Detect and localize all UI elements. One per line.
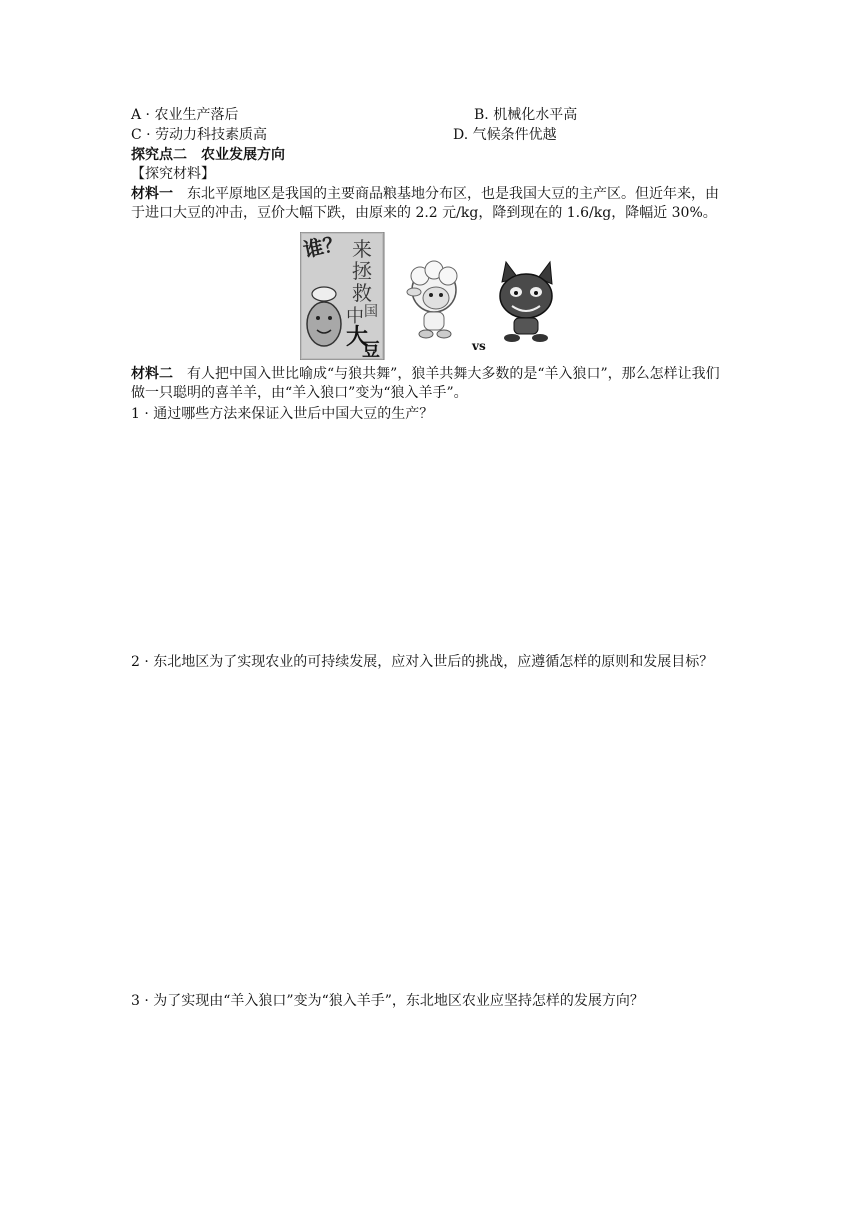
figure-svg: [300, 232, 560, 360]
poster-char-1: 来: [352, 237, 372, 261]
option-c: C · 劳动力科技素质高: [131, 127, 268, 143]
material-one-text: 东北平原地区是我国的主要商品粮基地分布区，也是我国大豆的主产区。但近年来，由于进口大豆的冲击，豆价大幅下跌，由原来的 2.2 元/kg，降到现在的 1.6/kg，降幅近 30%。: [131, 186, 719, 221]
material-one-label: 材料一: [131, 186, 173, 202]
poster-char-4: 中: [346, 306, 364, 327]
material-one: [131, 185, 731, 223]
wolf-character-image: [500, 262, 552, 342]
option-a: A · 农业生产落后: [131, 107, 239, 123]
section-title: 探究点二 农业发展方向: [131, 147, 285, 163]
poster-char-3: 救: [352, 281, 372, 305]
poster-char-7: 豆: [362, 340, 380, 360]
option-b: B. 机械化水平高: [474, 107, 578, 123]
option-d: D. 气候条件优越: [453, 127, 557, 143]
question-3: 3 · 为了实现由“羊入狼口”变为“狼入羊手”，东北地区农业应坚持怎样的发展方向？: [131, 993, 644, 1009]
question-1: 1 · 通过哪些方法来保证入世后中国大豆的生产？: [131, 406, 434, 422]
material-two-label: 材料二: [131, 366, 173, 382]
sheep-character-image: [407, 261, 457, 338]
poster-char-5: 国: [364, 304, 378, 320]
soybean-poster-image: [300, 232, 384, 360]
material-two: [131, 365, 731, 403]
section-subtitle: 【探究材料】: [131, 166, 215, 182]
figure-soybean-illustration: [300, 232, 560, 360]
poster-who-text: 谁？: [301, 232, 346, 263]
question-2: 2 · 东北地区为了实现农业的可持续发展，应对入世后的挑战，应遵循怎样的原则和发展目标？: [131, 654, 714, 670]
poster-char-2: 拯: [352, 259, 372, 283]
vs-label: vs: [472, 339, 486, 353]
poster-char-6: 大: [346, 325, 369, 350]
material-two-text: 有人把中国入世比喻成“与狼共舞”，狼羊共舞大多数的是“羊入狼口”，那么怎样让我们做一只聪明的喜羊羊，由“羊入狼口”变为“狼入羊手”。: [131, 366, 720, 401]
